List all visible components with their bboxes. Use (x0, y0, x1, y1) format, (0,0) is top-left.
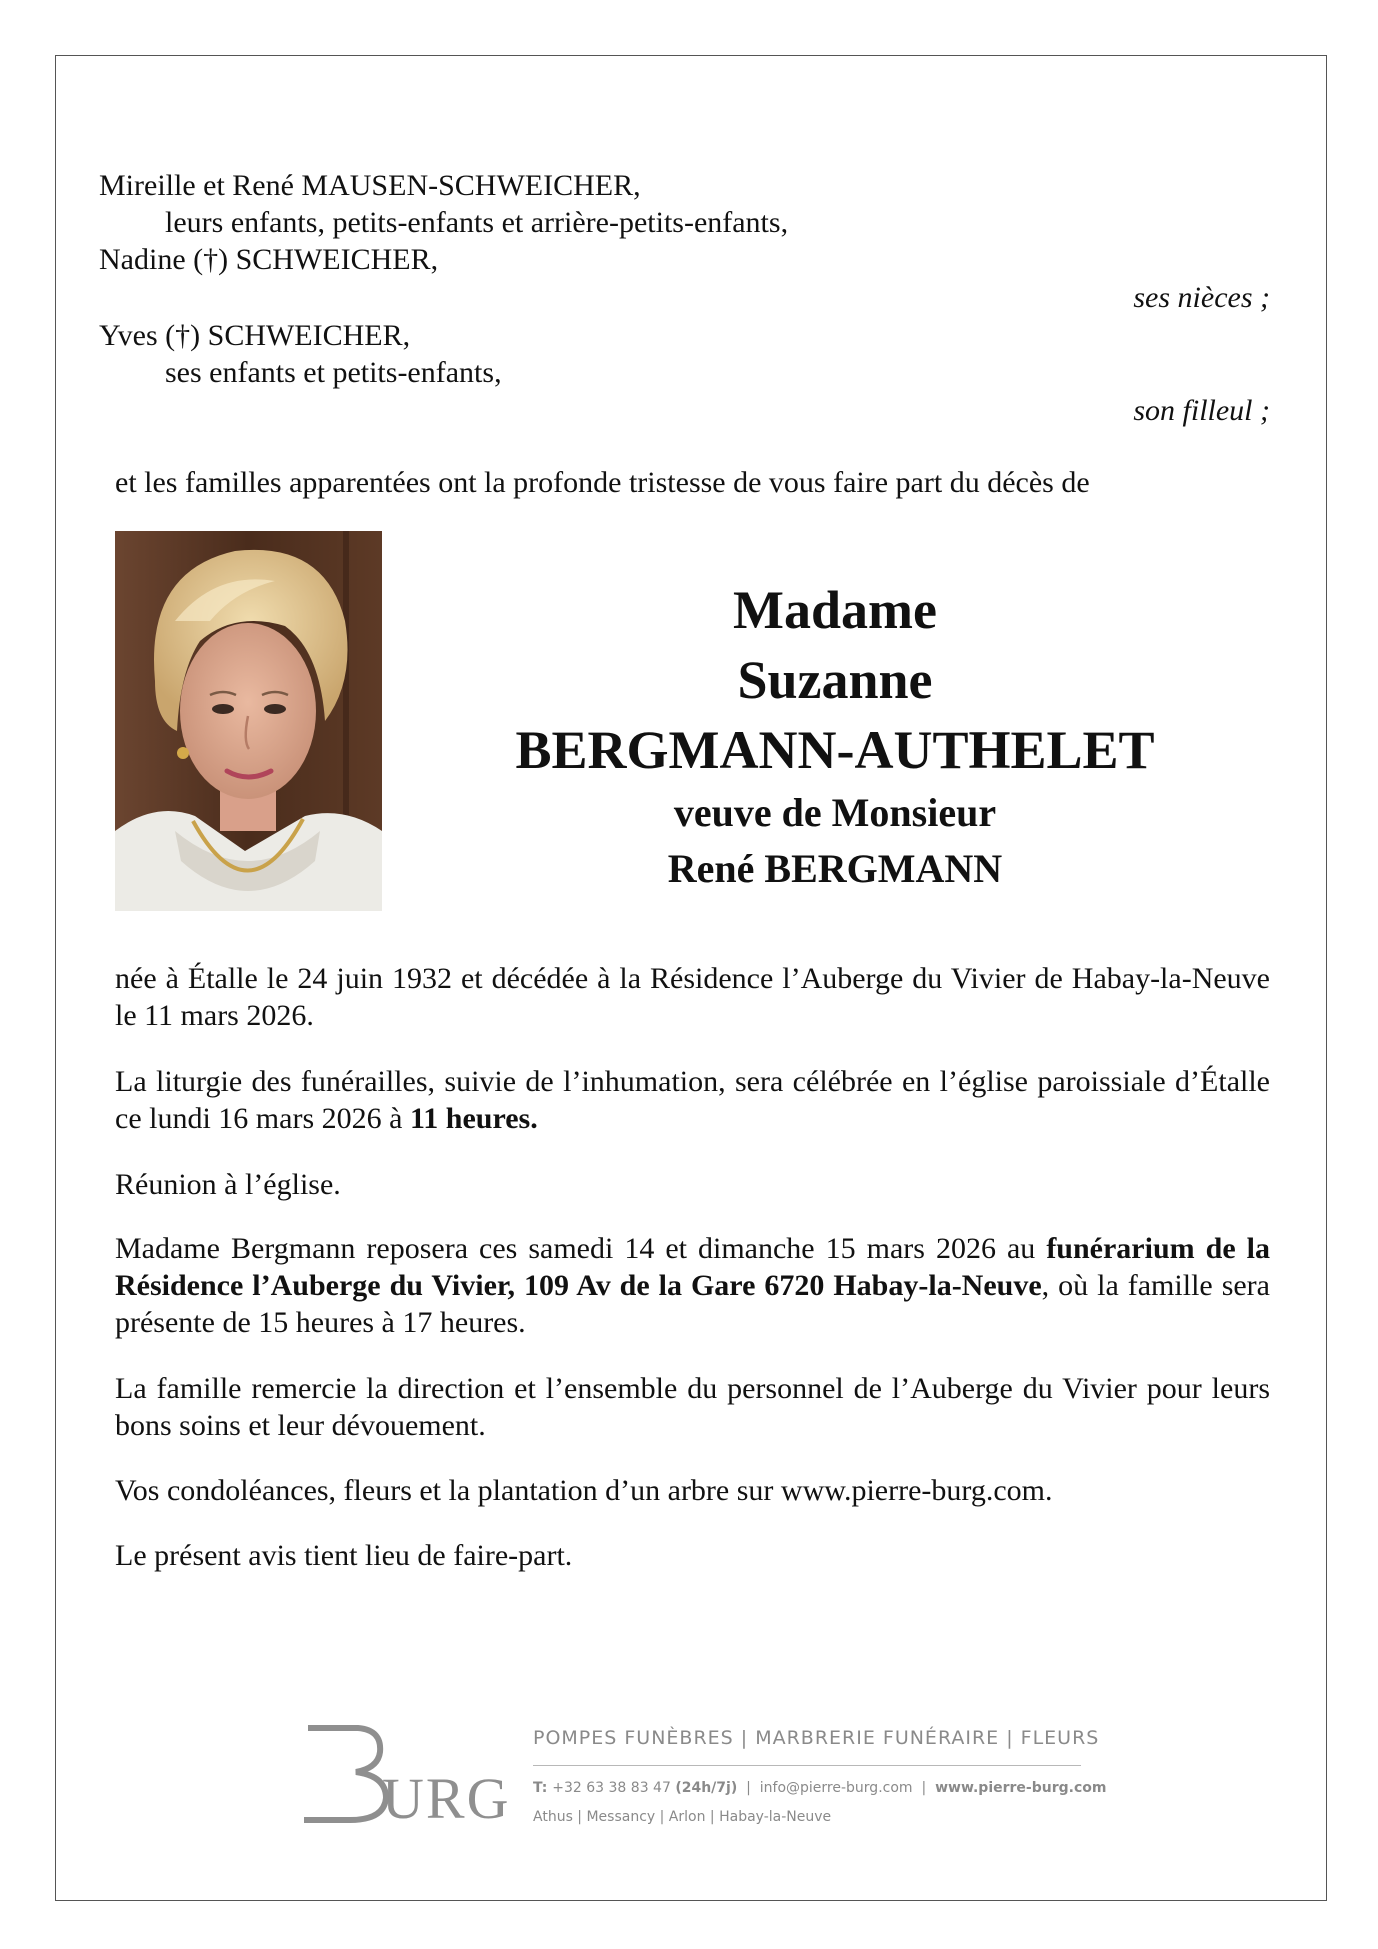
footer-divider (533, 1765, 1081, 1766)
birth-death-paragraph: née à Étalle le 24 juin 1932 et décédée à la Résidence l’Auberge du Vivier de Habay-la-Neuve le 11 mars 2026. (115, 962, 1270, 1032)
deceased-last-name: BERGMANN-AUTHELET (515, 720, 1155, 780)
portrait-photo (115, 531, 382, 911)
visitation-text: Madame Bergmann reposera ces samedi 14 et dimanche 15 mars 2026 au (115, 1232, 1047, 1265)
footer-services: POMPES FUNÈBRES | MARBRERIE FUNÉRAIRE | FLEURS (533, 1727, 1100, 1749)
family-line-descendants: leurs enfants, petits-enfants et arrière-petits-enfants, (165, 206, 789, 239)
burg-logo (300, 1722, 511, 1831)
visitation-hours: , où la famille sera présente de 15 heures à 17 heures. (115, 1269, 1270, 1339)
family-line-nadine: Nadine (†) SCHWEICHER, (99, 243, 439, 276)
relation-nieces: ses nièces ; (1133, 281, 1270, 314)
thanks-paragraph: La famille remercie la direction et l’ensemble du personnel de l’Auberge du Vivier pour leurs bons soins et leur dévouement. (115, 1372, 1270, 1442)
funeral-text: La liturgie des funérailles, suivie de l’inhumation, sera célébrée en l’église paroissiale d’Étalle ce lundi 16 mars 2026 à (115, 1065, 1270, 1135)
family-line-yves: Yves (†) SCHWEICHER, (99, 319, 411, 352)
deceased-name-block (420, 575, 1250, 897)
deceased-first-name: Suzanne (737, 650, 933, 710)
family-line-mireille: Mireille et René MAUSEN-SCHWEICHER, (99, 169, 641, 202)
svg-text:URG: URG (382, 1766, 511, 1831)
meeting-paragraph: Réunion à l’église. (115, 1168, 341, 1201)
contact-phone: +32 63 38 83 47 (552, 1780, 671, 1796)
announcement-intro: et les familles apparentées ont la profonde tristesse de vous faire part du décès de (115, 466, 1090, 499)
husband-name: René BERGMANN (667, 846, 1003, 891)
widow-of-label: veuve de Monsieur (673, 790, 997, 835)
funeral-paragraph (115, 1063, 1270, 1137)
visitation-location: funérarium de la Résidence l’Auberge du Vivier, 109 Av de la Gare 6720 Habay-la-Neuve (115, 1232, 1270, 1302)
contact-prefix: T: (533, 1780, 553, 1796)
notice-paragraph: Le présent avis tient lieu de faire-part. (115, 1539, 573, 1572)
contact-email[interactable]: info@pierre-burg.com (759, 1780, 913, 1796)
funeral-time: 11 heures. (409, 1102, 538, 1135)
contact-hours: (24h/7j) (675, 1780, 738, 1796)
condolences-paragraph: Vos condoléances, fleurs et la plantation d’un arbre sur www.pierre-burg.com. (115, 1474, 1053, 1507)
contact-website[interactable]: www.pierre-burg.com (935, 1780, 1107, 1796)
family-line-yves-descendants: ses enfants et petits-enfants, (165, 356, 502, 389)
footer-contact: T: +32 63 38 83 47 (24h/7j) | info@pierre-burg.com | www.pierre-burg.com (533, 1780, 1107, 1796)
visitation-paragraph (115, 1230, 1270, 1341)
deceased-title: Madame (733, 580, 937, 640)
relation-godson: son filleul ; (1133, 394, 1270, 427)
footer-locations: Athus | Messancy | Arlon | Habay-la-Neuve (533, 1809, 832, 1825)
